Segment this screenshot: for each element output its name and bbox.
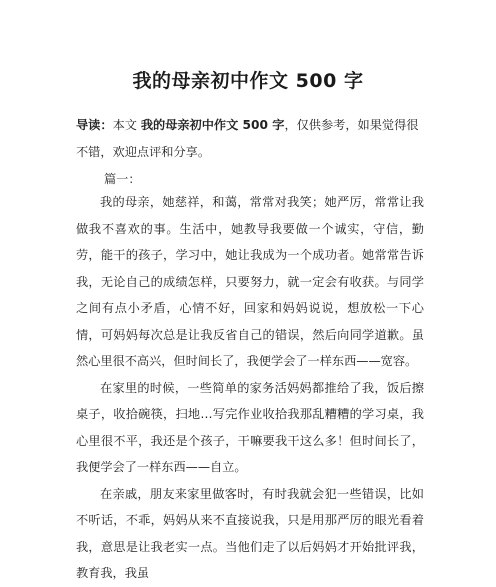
intro-suffix: ，仅供参考，如果觉得很不错，欢迎点评和分享。	[76, 118, 419, 159]
paragraph-3: 在亲戚，朋友来家里做客时，有时我就会犯一些错误，比如不听话，不乖，妈妈从来不直接说我，只是用那严厉的眼光看着我，意思是让我老实一点。当他们走了以后妈妈才开始批评我，教育我，我虽	[76, 486, 424, 580]
intro-title-ref: 我的母亲初中作文 500 字	[140, 118, 285, 132]
paragraph-1: 我的母亲，她慈祥，和蔼，常常对我笑；她严厉，常常让我做我不喜欢的事。生活中，她教导我要做一个诚实，守信，勤劳，能干的孩子，学习中，她让我成为一个成功者。她常常告诉我，无论自己的成绩怎样，只要努力，就一定会有收获。与同学之间有点小矛盾，心情不好，回家和妈妈说说，想放松一下心情，可妈妈每次总是让我反省自己的错误，然后向同学道歉。虽然心里很不高兴，但时间长了，我便学会了一样东西——宽容。	[76, 195, 424, 368]
body-text	[76, 189, 424, 587]
intro-lead: 导读：	[76, 118, 113, 132]
document-title: 我的母亲初中作文 500 字	[132, 70, 364, 92]
section-heading: 篇一：	[104, 172, 141, 186]
paragraph-2: 在家里的时候，一些简单的家务活妈妈都推给了我，饭后擦桌子，收拾碗筷，扫地…写完作业收拾我那乱糟糟的学习桌，我心里很不平，我还是个孩子，干嘛要我干这么多！但时间长了，我便学会了一样东西——自立。	[76, 380, 424, 474]
intro-paragraph	[76, 112, 428, 166]
intro-prefix: 本文	[112, 118, 141, 132]
